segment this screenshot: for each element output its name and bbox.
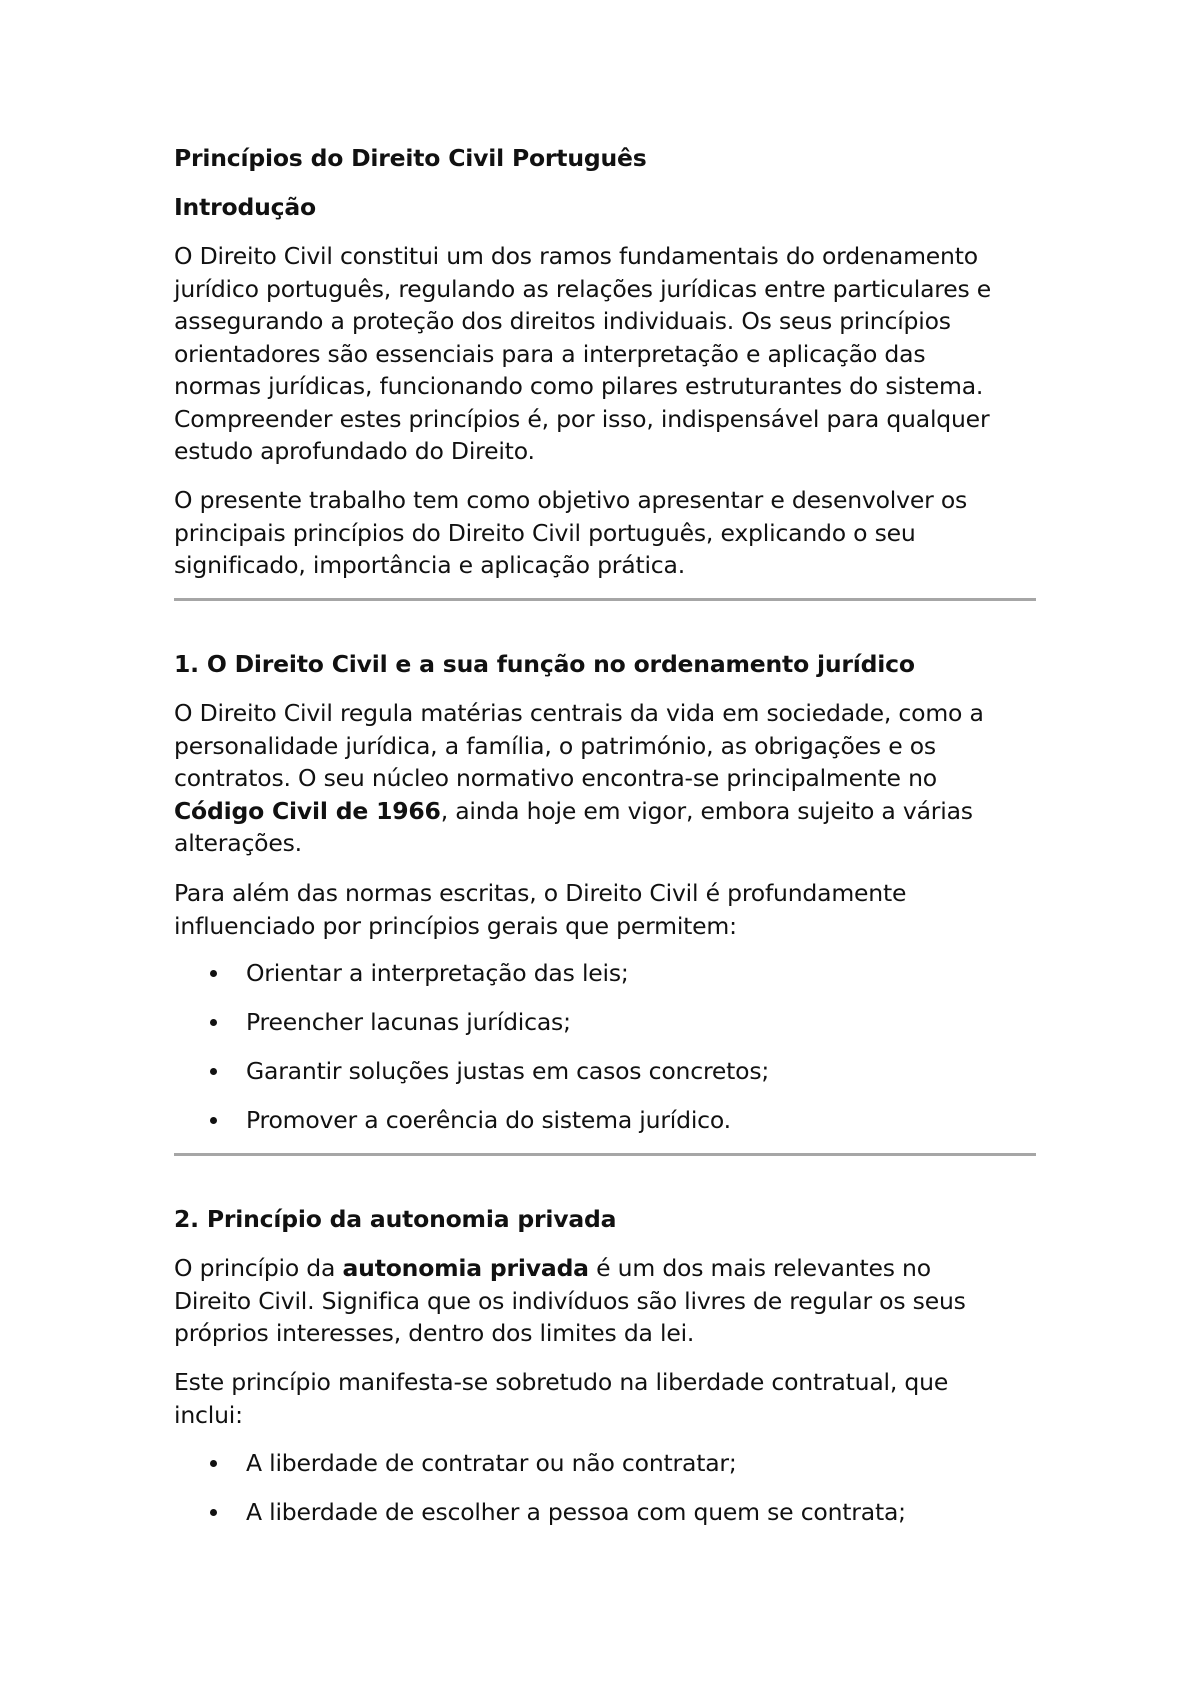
section-1-bullet-list <box>174 957 1036 1153</box>
section-2-paragraph-1 <box>174 1252 1004 1350</box>
section-1-p1-text-end: , ainda hoje em vigor, embora sujeito a várias alterações. <box>174 796 973 857</box>
code-civil-emphasis: Código Civil de 1966 <box>174 796 441 825</box>
intro-paragraph-2: O presente trabalho tem como objetivo apresentar e desenvolver os principais princípios do Direito Civil português, explicando o seu significado, importância e aplicação prática. <box>174 486 968 579</box>
document-title: Princípios do Direito Civil Português <box>174 144 647 172</box>
section-2-bullet-list <box>174 1447 1036 1545</box>
list-item <box>174 1104 1036 1137</box>
list-item <box>174 957 1036 990</box>
section-1-paragraph-1 <box>174 697 1024 860</box>
section-1-paragraph-2: Para além das normas escritas, o Direito Civil é profundamente influenciado por princípios gerais que permitem: <box>174 879 907 940</box>
section-2-heading: 2. Princípio da autonomia privada <box>174 1205 617 1233</box>
bullet-icon <box>210 1460 217 1467</box>
section-1-p1-text: O Direito Civil regula matérias centrais da vida em sociedade, como a personalidade jurídica, a família, o património, as obrigações e os contratos. O seu núcleo normativo encontra-se principalmente no <box>174 699 984 792</box>
list-item-text: Preencher lacunas jurídicas; <box>246 1008 571 1036</box>
list-item <box>174 1447 1036 1480</box>
intro-paragraph-1: O Direito Civil constitui um dos ramos fundamentais do ordenamento jurídico português, regulando as relações jurídicas entre particulares e assegurando a proteção dos direitos individuais. Os seus princípios orientadores são essenciais para a interpretação e aplicação das normas jurídicas, funcionando como pilares estruturantes do sistema. Compreender estes princípios é, por isso, indispensável para qualquer estudo aprofundado do Direito. <box>174 242 992 465</box>
section-2-p1-text-end: é um dos mais relevantes no Direito Civil. Significa que os indivíduos são livres de regular os seus próprios interesses, dentro dos limites da lei. <box>174 1254 966 1347</box>
bullet-icon <box>210 1509 217 1516</box>
section-divider <box>174 1153 1036 1156</box>
bullet-icon <box>210 1019 217 1026</box>
list-item-text: Garantir soluções justas em casos concretos; <box>246 1057 770 1085</box>
bullet-icon <box>210 970 217 977</box>
intro-heading: Introdução <box>174 193 316 221</box>
list-item <box>174 1006 1036 1039</box>
bullet-icon <box>210 1068 217 1075</box>
bullet-icon <box>210 1117 217 1124</box>
section-divider <box>174 598 1036 601</box>
list-item <box>174 1496 1036 1529</box>
section-2-paragraph-2: Este princípio manifesta-se sobretudo na liberdade contratual, que inclui: <box>174 1368 949 1429</box>
section-1-heading: 1. O Direito Civil e a sua função no ordenamento jurídico <box>174 650 915 678</box>
list-item-text: Promover a coerência do sistema jurídico. <box>246 1106 731 1134</box>
list-item-text: A liberdade de escolher a pessoa com quem se contrata; <box>246 1498 906 1526</box>
list-item-text: A liberdade de contratar ou não contratar; <box>246 1449 737 1477</box>
list-item-text: Orientar a interpretação das leis; <box>246 959 629 987</box>
list-item <box>174 1055 1036 1088</box>
autonomia-privada-emphasis: autonomia privada <box>342 1254 589 1282</box>
section-2-p1-text: O princípio da <box>174 1254 343 1282</box>
